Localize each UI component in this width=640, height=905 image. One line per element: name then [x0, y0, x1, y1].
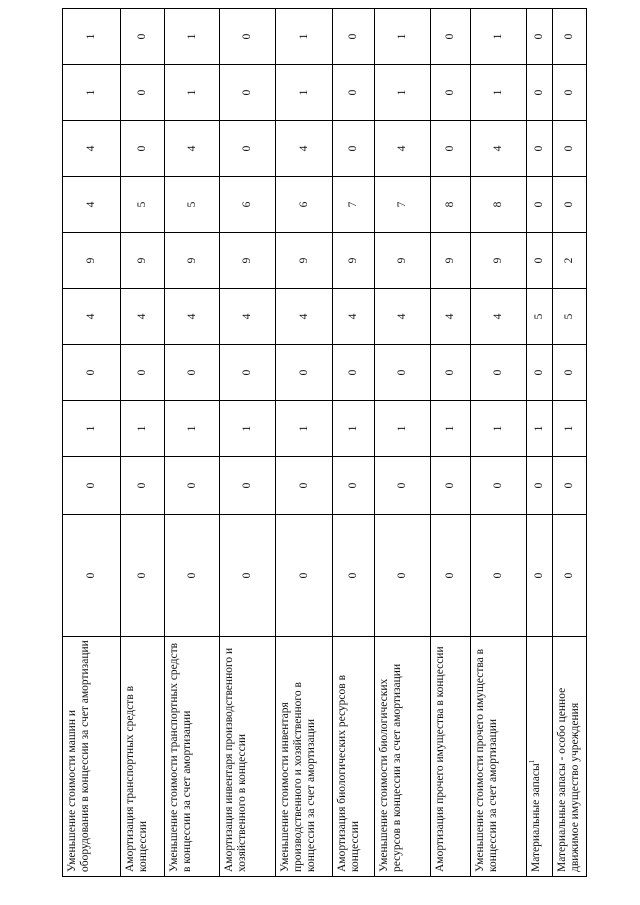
- code-cell: 0: [333, 121, 375, 177]
- code-cell: 1: [63, 401, 121, 457]
- table-row: [333, 9, 375, 877]
- code-cell: 1: [121, 401, 165, 457]
- code-cell: 0: [527, 457, 553, 515]
- code-cell: 1: [276, 401, 333, 457]
- code-cell: 0: [471, 345, 527, 401]
- code-cell: 0: [527, 121, 553, 177]
- code-cell: 0: [553, 65, 587, 121]
- code-cell: 0: [121, 457, 165, 515]
- code-cell: 1: [471, 65, 527, 121]
- table-row: [553, 9, 587, 877]
- code-cell: 5: [553, 289, 587, 345]
- code-cell: 0: [431, 515, 471, 637]
- code-cell: 0: [553, 345, 587, 401]
- code-cell: 4: [276, 289, 333, 345]
- code-cell: 0: [471, 515, 527, 637]
- code-cell: 2: [553, 233, 587, 289]
- code-cell: 0: [165, 457, 220, 515]
- code-cell: 0: [431, 65, 471, 121]
- row-label: Материальные запасы - особо ценное движимое имущество учреждения: [553, 637, 587, 877]
- code-cell: 0: [431, 9, 471, 65]
- code-cell: 9: [121, 233, 165, 289]
- table-row: [121, 9, 165, 877]
- code-cell: 1: [553, 401, 587, 457]
- code-cell: 9: [375, 233, 431, 289]
- code-cell: 0: [527, 345, 553, 401]
- code-cell: 0: [220, 9, 276, 65]
- code-cell: 6: [220, 177, 276, 233]
- row-label: [527, 637, 553, 877]
- code-cell: 0: [63, 457, 121, 515]
- row-label: Уменьшение стоимости биологических ресурсов в концессии за счет амортизации: [375, 637, 431, 877]
- row-label: Уменьшение стоимости транспортных средств в концессии за счет амортизации: [165, 637, 220, 877]
- code-cell: 0: [375, 457, 431, 515]
- code-cell: 1: [375, 65, 431, 121]
- code-cell: 0: [220, 457, 276, 515]
- code-cell: 0: [375, 345, 431, 401]
- code-cell: 0: [333, 345, 375, 401]
- code-cell: 1: [375, 401, 431, 457]
- code-cell: 1: [375, 9, 431, 65]
- row-label: Амортизация биологических ресурсов в концессии: [333, 637, 375, 877]
- code-cell: 5: [121, 177, 165, 233]
- code-cell: 4: [63, 121, 121, 177]
- table-row: [63, 9, 121, 877]
- code-cell: 4: [471, 121, 527, 177]
- code-cell: 0: [471, 457, 527, 515]
- code-cell: 4: [63, 177, 121, 233]
- code-cell: 7: [375, 177, 431, 233]
- code-cell: 0: [121, 345, 165, 401]
- code-cell: 0: [165, 515, 220, 637]
- code-cell: 8: [471, 177, 527, 233]
- code-cell: 4: [220, 289, 276, 345]
- code-cell: 0: [527, 515, 553, 637]
- code-cell: 9: [276, 233, 333, 289]
- code-cell: 1: [220, 401, 276, 457]
- table-row: [165, 9, 220, 877]
- code-cell: 1: [276, 9, 333, 65]
- code-cell: 1: [63, 9, 121, 65]
- code-cell: 0: [333, 515, 375, 637]
- account-code-table: [62, 8, 587, 877]
- code-cell: 0: [553, 121, 587, 177]
- code-cell: 1: [165, 9, 220, 65]
- code-cell: 1: [471, 401, 527, 457]
- code-cell: 4: [471, 289, 527, 345]
- code-cell: 1: [276, 65, 333, 121]
- code-cell: 4: [333, 289, 375, 345]
- code-cell: 1: [165, 65, 220, 121]
- code-cell: 0: [276, 457, 333, 515]
- code-cell: 9: [471, 233, 527, 289]
- table-row: [527, 9, 553, 877]
- code-cell: 0: [63, 345, 121, 401]
- row-label: Амортизация транспортных средств в концессии: [121, 637, 165, 877]
- code-cell: 0: [375, 515, 431, 637]
- code-cell: 0: [553, 515, 587, 637]
- code-cell: 0: [276, 515, 333, 637]
- code-cell: 0: [527, 65, 553, 121]
- code-cell: 9: [431, 233, 471, 289]
- code-cell: 0: [553, 177, 587, 233]
- code-cell: 0: [165, 345, 220, 401]
- code-cell: 0: [220, 121, 276, 177]
- code-cell: 9: [63, 233, 121, 289]
- footnote-marker: 1: [528, 759, 537, 764]
- code-cell: 1: [63, 65, 121, 121]
- row-label: Амортизация инвентаря производственного и хозяйственного в концессии: [220, 637, 276, 877]
- row-label: Уменьшение стоимости инвентаря производственного и хозяйственного в концессии за счет амортизации: [276, 637, 333, 877]
- code-cell: 1: [471, 9, 527, 65]
- code-cell: 0: [527, 177, 553, 233]
- code-cell: 0: [431, 121, 471, 177]
- code-cell: 5: [527, 289, 553, 345]
- code-cell: 4: [375, 121, 431, 177]
- code-cell: 0: [527, 9, 553, 65]
- table-row: [375, 9, 431, 877]
- code-cell: 0: [276, 345, 333, 401]
- row-label: Уменьшение стоимости прочего имущества в концессии за счет амортизации: [471, 637, 527, 877]
- code-cell: 4: [121, 289, 165, 345]
- table-row: [471, 9, 527, 877]
- row-label-text: Материальные запасы: [530, 763, 542, 872]
- code-cell: 0: [553, 9, 587, 65]
- code-cell: 8: [431, 177, 471, 233]
- code-cell: 9: [220, 233, 276, 289]
- code-cell: 0: [431, 345, 471, 401]
- code-cell: 4: [431, 289, 471, 345]
- code-cell: 7: [333, 177, 375, 233]
- code-cell: 0: [431, 457, 471, 515]
- code-cell: 1: [431, 401, 471, 457]
- code-cell: 0: [527, 233, 553, 289]
- code-cell: 4: [165, 289, 220, 345]
- code-cell: 4: [165, 121, 220, 177]
- code-cell: 4: [375, 289, 431, 345]
- table-body: [63, 9, 587, 877]
- code-cell: 0: [121, 515, 165, 637]
- code-cell: 9: [165, 233, 220, 289]
- table-row: [276, 9, 333, 877]
- table-row: [431, 9, 471, 877]
- code-cell: 1: [333, 401, 375, 457]
- code-cell: 0: [121, 9, 165, 65]
- code-cell: 9: [333, 233, 375, 289]
- code-cell: 1: [165, 401, 220, 457]
- code-cell: 4: [63, 289, 121, 345]
- code-cell: 6: [276, 177, 333, 233]
- row-label: Уменьшение стоимости машин и оборудования в концессии за счет амортизации: [63, 637, 121, 877]
- table-row: [220, 9, 276, 877]
- code-cell: 0: [333, 65, 375, 121]
- code-cell: 1: [527, 401, 553, 457]
- code-cell: 0: [333, 457, 375, 515]
- rotated-table-wrapper: [62, 33, 586, 877]
- code-cell: 0: [121, 121, 165, 177]
- code-cell: 0: [220, 345, 276, 401]
- code-cell: 0: [63, 515, 121, 637]
- code-cell: 5: [165, 177, 220, 233]
- row-label: Амортизация прочего имущества в концессии: [431, 637, 471, 877]
- code-cell: 0: [220, 515, 276, 637]
- code-cell: 0: [553, 457, 587, 515]
- code-cell: 4: [276, 121, 333, 177]
- code-cell: 0: [121, 65, 165, 121]
- code-cell: 0: [333, 9, 375, 65]
- code-cell: 0: [220, 65, 276, 121]
